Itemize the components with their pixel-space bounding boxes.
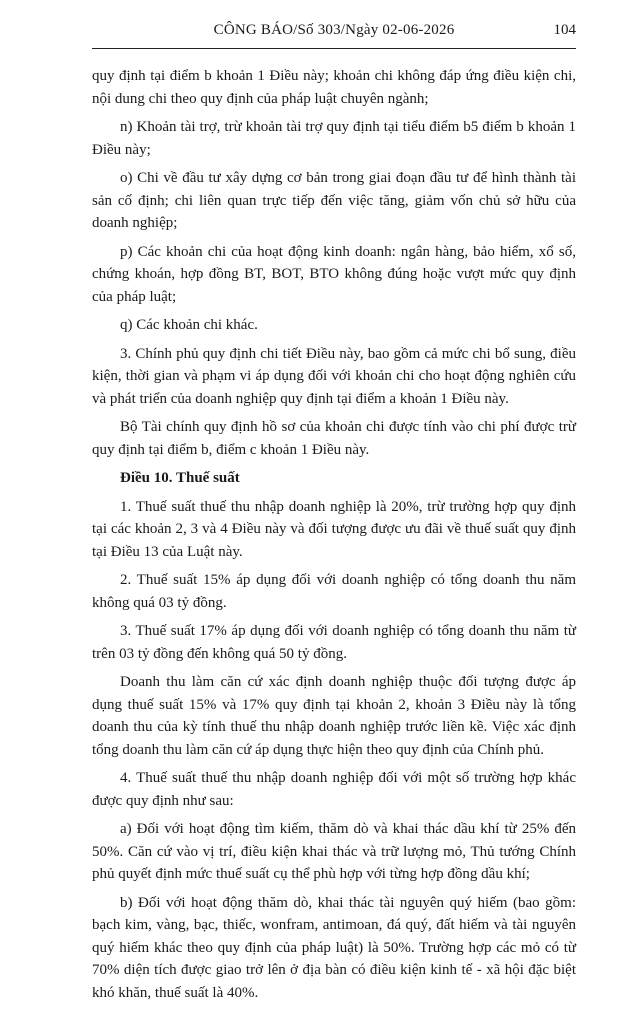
paragraph: 3. Chính phủ quy định chi tiết Điều này, bao gồm cả mức chi bổ sung, điều kiện, thời gian và phạm vi áp dụng đối với khoản chi cho hoạt động nghiên cứu và phát triển của doanh nghiệp quy định tại điểm a khoản 1 Điều này. [92,345,576,407]
paragraph: p) Các khoản chi của hoạt động kinh doanh: ngân hàng, bảo hiểm, xổ số, chứng khoán, hợp đồng BT, BOT, BTO không đúng hoặc vượt mức quy định của pháp luật; [92,243,576,305]
paragraph: q) Các khoản chi khác. [120,317,258,333]
document-body [92,65,576,1010]
paragraph: quy định tại điểm b khoản 1 Điều này; khoản chi không đáp ứng điều kiện chi, nội dung chi theo quy định của pháp luật chuyên ngành; [92,68,576,107]
paragraph: Bộ Tài chính quy định hồ sơ của khoản chi được tính vào chi phí được trừ quy định tại điểm b, điểm c khoản 1 Điều này. [92,419,576,458]
paragraph: a) Đối với hoạt động tìm kiếm, thăm dò và khai thác dầu khí từ 25% đến 50%. Căn cứ vào vị trí, điều kiện khai thác và trữ lượng mỏ, Thủ tướng Chính phủ quyết định mức thuế suất cụ thể phù hợp với từng hợp đồng dầu khí; [92,821,576,882]
paragraph: n) Khoản tài trợ, trừ khoản tài trợ quy định tại tiểu điểm b5 điểm b khoản 1 Điều này; [92,119,576,158]
paragraph: b) Đối với hoạt động thăm dò, khai thác tài nguyên quý hiếm (bao gồm: bạch kim, vàng, bạc, thiếc, wonfram, antimoan, đá quý, đất hiếm và tài nguyên quý hiếm khác theo quy định của pháp luật) là 50%. Trường hợp các mỏ có từ 70% diện tích được giao trở lên ở địa bàn có điều kiện kinh tế - xã hội đặc biệt khó khăn, thuế suất là 40%. [92,894,576,1001]
page-header [92,20,576,49]
paragraph: o) Chi về đầu tư xây dựng cơ bản trong giai đoạn đầu tư để hình thành tài sản cố định; chi liên quan trực tiếp đến việc tăng, giảm vốn chủ sở hữu của doanh nghiệp; [92,170,576,231]
gazette-title: CÔNG BÁO/Số 303/Ngày 02-06-2026 [213,22,455,38]
paragraph: Doanh thu làm căn cứ xác định doanh nghiệp thuộc đối tượng được áp dụng thuế suất 15% và 17% quy định tại khoản 2, khoản 3 Điều này là tổng doanh thu của kỳ tính thuế thu nhập doanh nghiệp trước liền kề. Việc xác định tổng doanh thu làm căn cứ áp dụng thực hiện theo quy định của Chính phủ. [92,674,576,758]
paragraph: 2. Thuế suất 15% áp dụng đối với doanh nghiệp có tổng doanh thu năm không quá 03 tỷ đồng. [92,572,576,611]
article-heading: Điều 10. Thuế suất [120,470,240,486]
page-number: 104 [553,22,576,38]
paragraph: 4. Thuế suất thuế thu nhập doanh nghiệp đối với một số trường hợp khác được quy định như sau: [92,770,576,809]
paragraph: 3. Thuế suất 17% áp dụng đối với doanh nghiệp có tổng doanh thu năm từ trên 03 tỷ đồng đến không quá 50 tỷ đồng. [92,623,576,662]
paragraph: 1. Thuế suất thuế thu nhập doanh nghiệp là 20%, trừ trường hợp quy định tại các khoản 2, 3 và 4 Điều này và đối tượng được ưu đãi về thuế suất quy định tại Điều 13 của Luật này. [92,498,576,560]
